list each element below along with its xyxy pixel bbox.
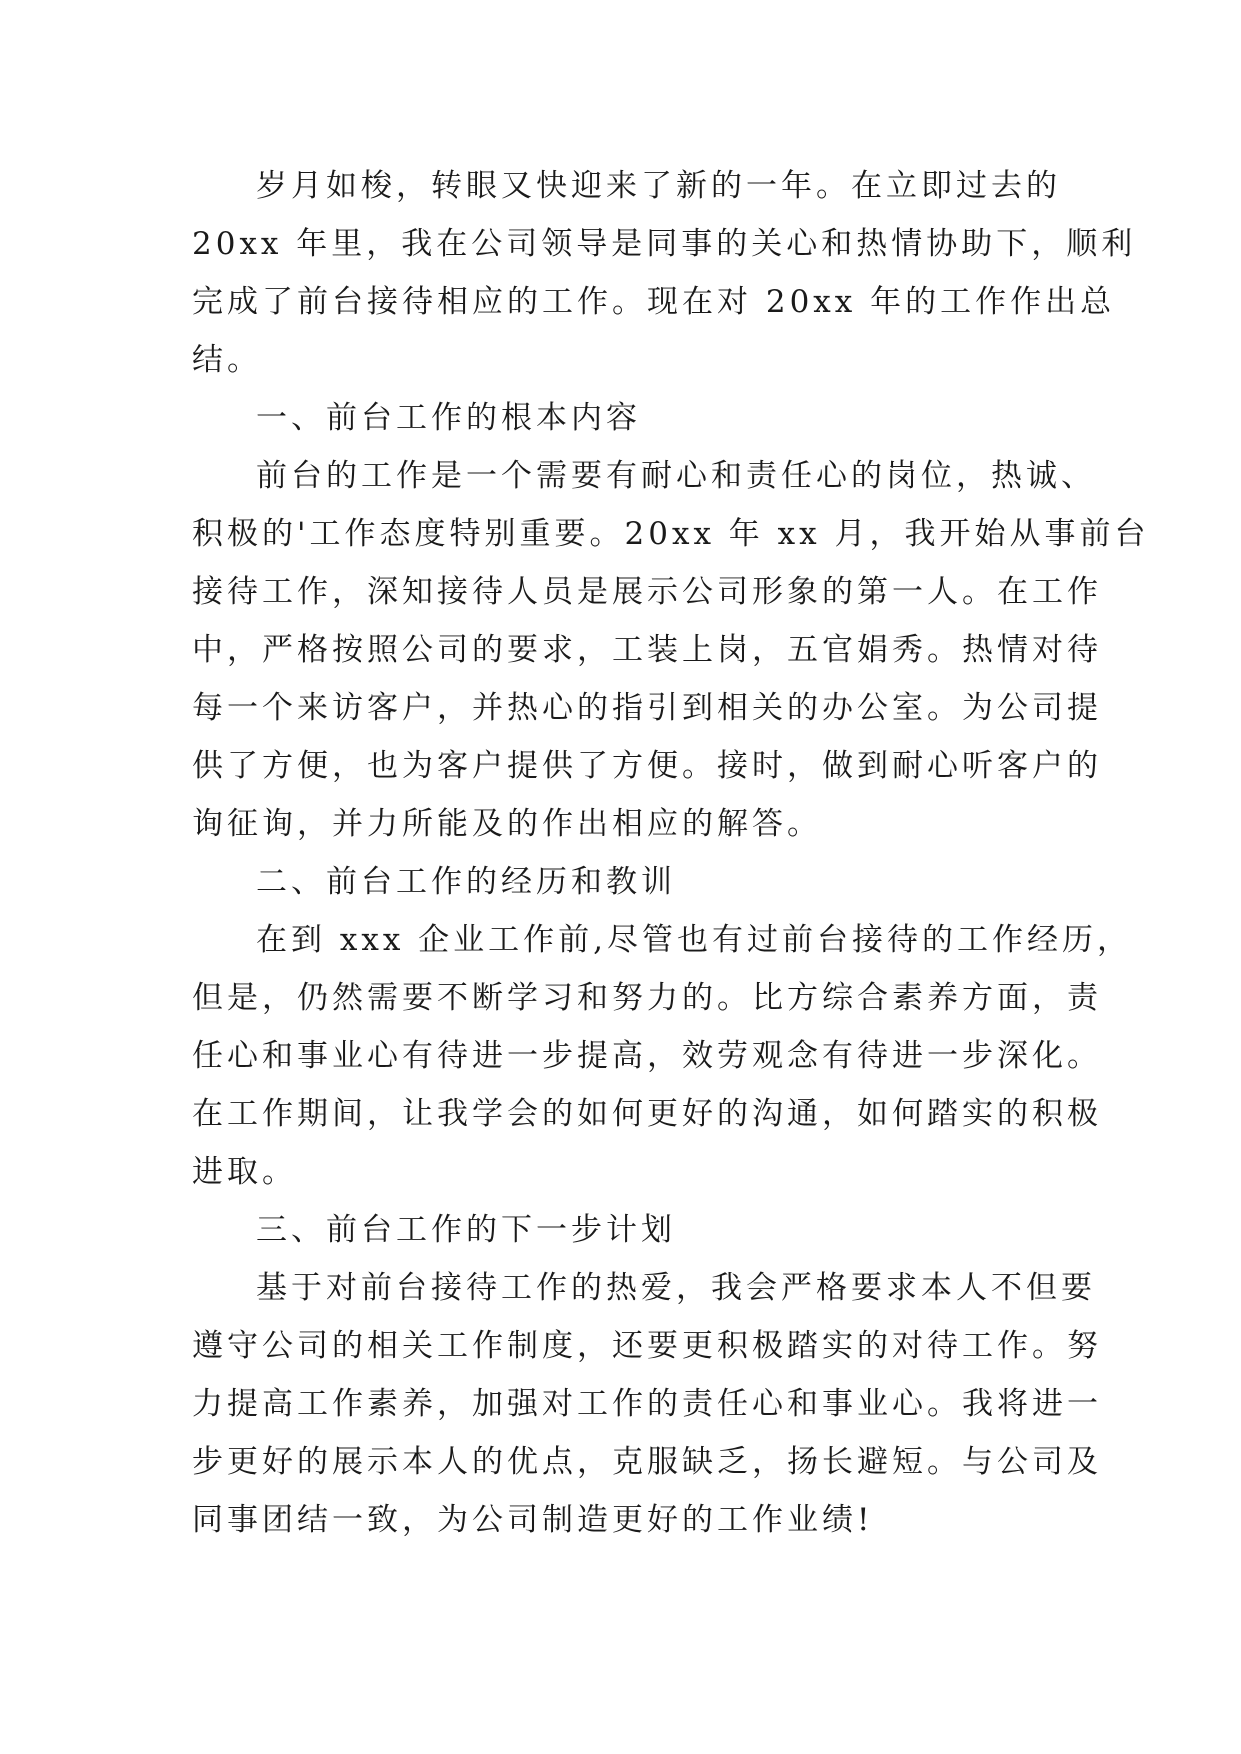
text-line: 进取。 [192, 1154, 297, 1190]
text-line: 力提高工作素养，加强对工作的责任心和事业心。我将进一 [192, 1386, 1102, 1422]
text-line: 中，严格按照公司的要求，工装上岗，五官娟秀。热情对待 [192, 632, 1102, 668]
text-line: 基于对前台接待工作的热爱，我会严格要求本人不但要 [256, 1270, 1096, 1306]
text-line: 在到 xxx 企业工作前,尽管也有过前台接待的工作经历， [256, 922, 1133, 958]
text-line: 每一个来访客户，并热心的指引到相关的办公室。为公司提 [192, 690, 1102, 726]
text-line: 积极的'工作态度特别重要。20xx 年 xx 月，我开始从事前台 [192, 516, 1150, 552]
section-heading: 三、前台工作的下一步计划 [256, 1212, 676, 1248]
text-line: 20xx 年里，我在公司领导是同事的关心和热情协助下，顺利 [192, 226, 1137, 262]
text-line: 但是，仍然需要不断学习和努力的。比方综合素养方面，责 [192, 980, 1102, 1016]
text-line: 在工作期间，让我学会的如何更好的沟通，如何踏实的积极 [192, 1096, 1102, 1132]
text-line: 完成了前台接待相应的工作。现在对 20xx 年的工作作出总 [192, 284, 1116, 320]
text-line: 任心和事业心有待进一步提高，效劳观念有待进一步深化。 [192, 1038, 1102, 1074]
text-line: 接待工作，深知接待人员是展示公司形象的第一人。在工作 [192, 574, 1102, 610]
text-line: 结。 [192, 342, 262, 378]
section-heading: 一、前台工作的根本内容 [256, 400, 641, 436]
text-line: 供了方便，也为客户提供了方便。接时，做到耐心听客户的 [192, 748, 1102, 784]
section-heading: 二、前台工作的经历和教训 [256, 864, 676, 900]
text-line: 岁月如梭，转眼又快迎来了新的一年。在立即过去的 [256, 168, 1061, 204]
text-line: 前台的工作是一个需要有耐心和责任心的岗位，热诚、 [256, 458, 1096, 494]
text-line: 遵守公司的相关工作制度，还要更积极踏实的对待工作。努 [192, 1328, 1102, 1364]
text-line: 步更好的展示本人的优点，克服缺乏，扬长避短。与公司及 [192, 1444, 1102, 1480]
text-line: 询征询，并力所能及的作出相应的解答。 [192, 806, 822, 842]
text-line: 同事团结一致，为公司制造更好的工作业绩! [192, 1502, 874, 1538]
